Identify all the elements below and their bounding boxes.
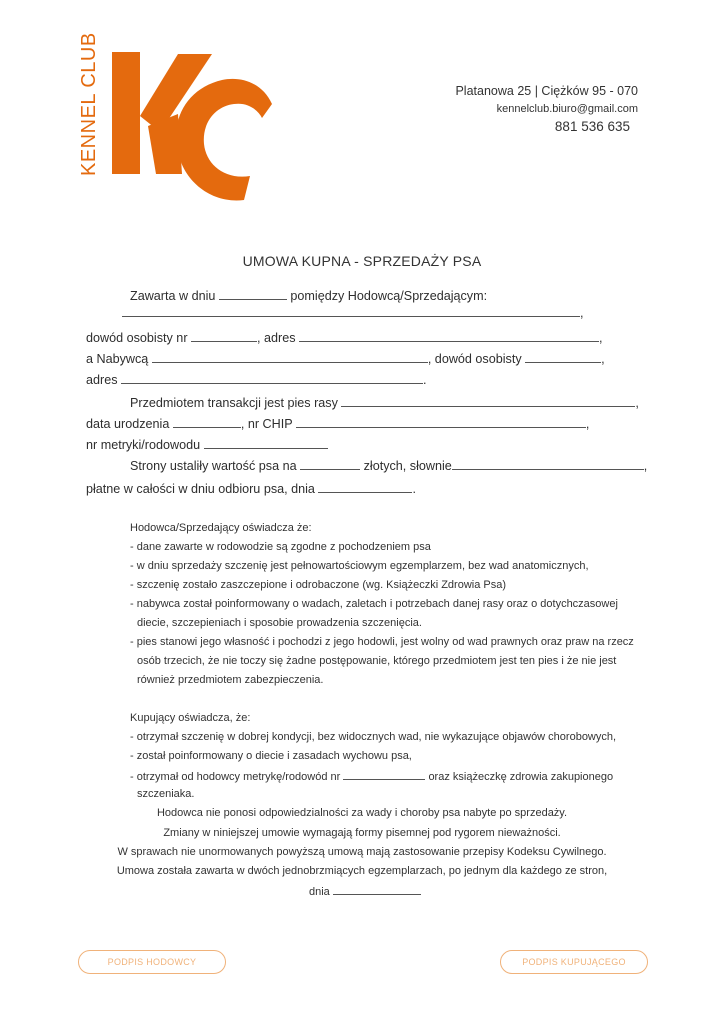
chip-blank[interactable] [296,415,586,428]
contract-line-9: Strony ustaliły wartość psa na złotych, słownie , [130,459,648,473]
breeder-item-5: - pies stanowi jego własność i pochodzi z jego hodowli, jest wolny od wad prawnych oraz praw na rzecz [130,636,634,648]
closing-line-3: W sprawach nie unormowanych powyższą umową mają zastosowanie przepisy Kodeksu Cywilnego. [117,846,607,858]
buyer-pedigree-blank[interactable] [343,769,425,780]
closing-line-4: Umowa została zawarta w dwóch jednobrzmiących egzemplarzach, po jednym dla każdego ze stron, [116,865,608,877]
breeder-item-4: - nabywca został poinformowany o wadach, zaletach i potrzebach danej rasy oraz o dotychczasowej [130,598,618,610]
breeder-item-5-cont: osób trzecich, że nie toczy się żadne postępowanie, którego przedmiotem jest ten pies i że nie jest [137,655,617,667]
birth-date-blank[interactable] [173,415,241,428]
buyer-item-2: - został poinformowany o diecie i zasadach wychowu psa, [130,750,412,762]
buyer-item-3-cont: szczeniaka. [137,788,195,800]
contract-line-1: Zawarta w dniu pomiędzy Hodowcą/Sprzedającym: [130,289,488,303]
seller-name-blank[interactable] [122,304,580,317]
kc-logo-monogram [112,52,276,208]
breeder-item-4-cont: diecie, szczepieniach i sposobie prowadzenia szczenięcia. [137,617,422,629]
document-title: UMOWA KUPNA - SPRZEDAŻY PSA [242,253,482,269]
contract-line-5: adres . [86,373,427,387]
buyer-signature-field[interactable]: PODPIS KUPUJĄCEGO [500,950,648,974]
breeder-item-5-cont-2: również przedmiotem zabezpieczenia. [137,674,324,686]
contact-email: kennelclub.biuro@gmail.com [496,103,638,115]
breeder-item-3: - szczenię zostało zaszczepione i odrobaczone (wg. Książeczki Zdrowia Psa) [130,579,506,591]
breeder-declaration-heading: Hodowca/Sprzedający oświadcza że: [130,522,312,534]
closing-line-2: Zmiany w niniejszej umowie wymagają formy pisemnej pod rygorem nieważności. [163,827,561,839]
buyer-name-blank[interactable] [152,350,428,363]
closing-date-blank[interactable] [333,884,421,895]
buyer-declaration-heading: Kupujący oświadcza, że: [130,712,251,724]
seller-address-blank[interactable] [299,329,599,342]
seller-id-blank[interactable] [191,329,257,342]
contact-phone: 881 536 635 [554,119,630,134]
contract-line-6: Przedmiotem transakcji jest pies rasy , [130,396,639,410]
contract-line-4: a Nabywcą , dowód osobisty , [86,352,605,366]
breed-blank[interactable] [341,394,635,407]
pedigree-blank[interactable] [204,436,328,449]
price-words-blank[interactable] [452,457,644,470]
buyer-id-blank[interactable] [525,350,601,363]
date-blank[interactable] [219,287,287,300]
contract-line-7: data urodzenia , nr CHIP , [86,417,590,431]
contract-line-10: płatne w całości w dniu odbioru psa, dnia . [86,482,416,496]
breeder-item-2: - w dniu sprzedaży szczenię jest pełnowartościowym egzemplarzem, bez wad anatomicznych, [130,560,589,572]
buyer-address-blank[interactable] [121,371,423,384]
payment-date-blank[interactable] [318,480,412,493]
contract-line-2: , [122,304,584,320]
contact-address: Platanowa 25 | Ciężków 95 - 070 [455,84,638,98]
contract-line-8: nr metryki/rodowodu [86,436,328,452]
logo-vertical-text: KENNEL CLUB [78,32,100,176]
buyer-item-3: - otrzymał od hodowcy metrykę/rodowód nr oraz książeczkę zdrowia zakupionego [130,771,614,783]
breeder-signature-field[interactable]: PODPIS HODOWCY [78,950,226,974]
price-blank[interactable] [300,457,360,470]
closing-line-1: Hodowca nie ponosi odpowiedzialności za wady i choroby psa nabyte po sprzedaży. [156,807,568,819]
closing-date-line: dnia [309,884,421,898]
breeder-item-1: - dane zawarte w rodowodzie są zgodne z pochodzeniem psa [130,541,431,553]
contract-line-3: dowód osobisty nr , adres , [86,331,603,345]
buyer-item-1: - otrzymał szczenię w dobrej kondycji, bez widocznych wad, nie wykazujące objawów chorobowych, [130,731,617,743]
